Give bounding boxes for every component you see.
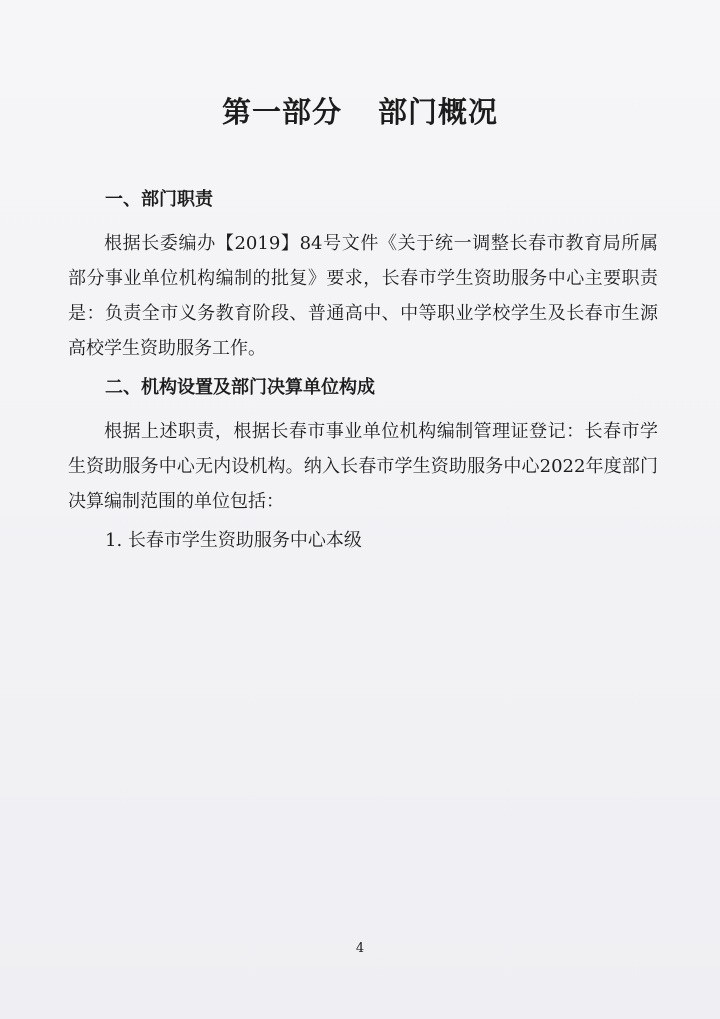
section-heading-structure: 二、机构设置及部门决算单位构成 [105,377,375,398]
section-paragraph-structure [68,414,658,519]
title-name: 部门概况 [378,95,499,129]
list-item: 1. 长春市学生资助服务中心本级 [105,530,362,551]
page-title [0,92,720,132]
page-number: 4 [355,941,365,956]
section-heading-duties: 一、部门职责 [105,189,213,210]
paragraph-text: 根据上述职责，根据长春市事业单位机构编制管理证登记：长春市学生资助服务中心无内设机构。纳入长春市学生资助服务中心2022年度部门决算编制范围的单位包括： [68,421,658,512]
paragraph-text: 根据长委编办【2019】84号文件《关于统一调整长春市教育局所属部分事业单位机构编制的批复》要求，长春市学生资助服务中心主要职责是：负责全市义务教育阶段、普通高中、中等职业学校学生及长春市生源高校学生资助服务工作。 [68,233,658,359]
section-paragraph-duties [68,226,658,366]
title-part: 第一部分 [221,95,342,129]
